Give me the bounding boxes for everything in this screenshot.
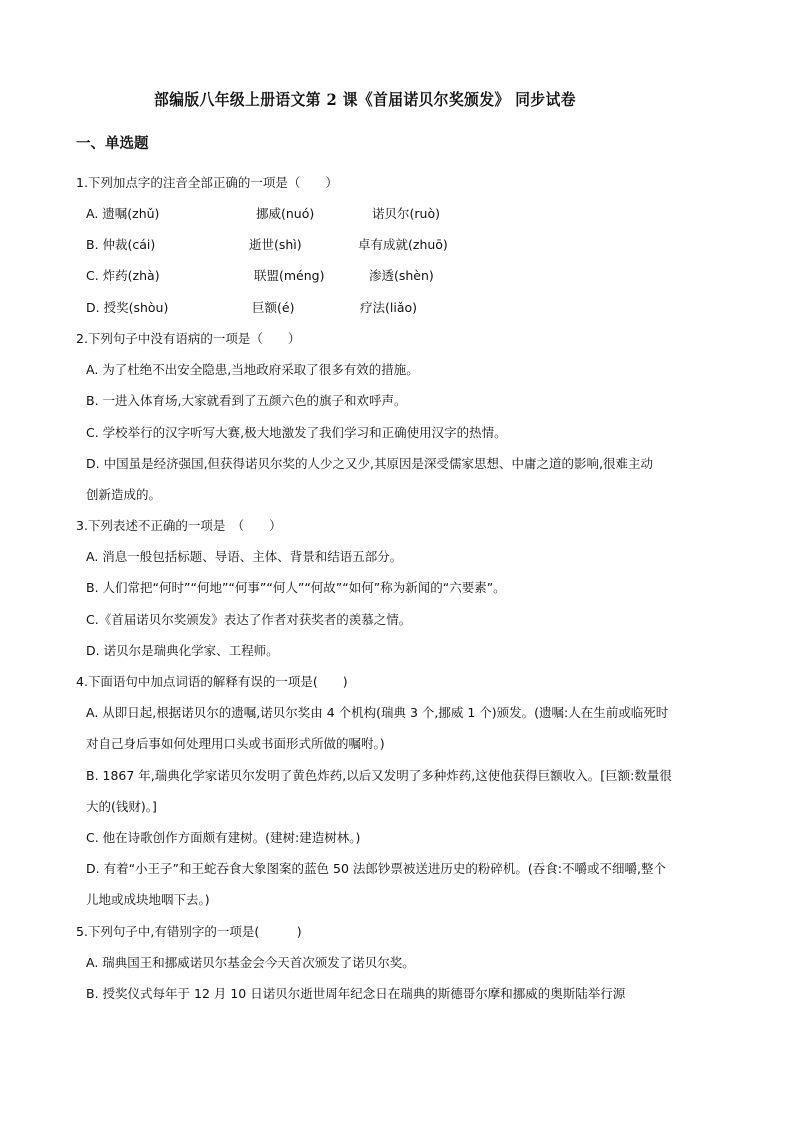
page-title: 部编版八年级上册语文第 2 课《首届诺贝尔奖颁发》 同步试卷 [154, 90, 576, 109]
question-2-option-d-line-1: D. 中国虽是经济强国,但获得诺贝尔奖的人少之又少,其原因是深受儒家思想、中庸之道的影响,很难主动 [86, 456, 653, 471]
question-2-stem: 2.下列句子中没有语病的一项是（ ） [76, 331, 301, 346]
question-4-option-d-line-1: D. 有着“小王子”和王蛇吞食大象图案的蓝色 50 法郎钞票被送进历史的粉碎机。(吞食:不嚼或不细嚼,整个 [86, 861, 666, 876]
question-5-stem: 5.下列句子中,有错别字的一项是( ) [76, 924, 302, 939]
question-2-option-d-line-2: 创新造成的。 [86, 487, 162, 502]
question-1-option-b-1: B. 仲裁(cái) [86, 237, 156, 252]
question-4-option-c: C. 他在诗歌创作方面颇有建树。(建树:建造树林。) [86, 830, 361, 845]
question-4-option-d-line-2: 儿地或成块地咽下去。) [86, 892, 210, 907]
question-1-option-c-3: 渗透(shèn) [369, 268, 434, 283]
question-4-option-b-line-2: 大的(钱财)。] [86, 799, 157, 814]
question-1-option-c-2: 联盟(méng) [254, 268, 325, 283]
question-3-option-b: B. 人们常把“何时”“何地”“何事”“何人”“何故”“如何”称为新闻的“六要素”。 [86, 580, 506, 595]
question-3-option-d: D. 诺贝尔是瑞典化学家、工程师。 [86, 643, 279, 658]
question-5-option-a: A. 瑞典国王和挪威诺贝尔基金会今天首次颁发了诺贝尔奖。 [86, 955, 415, 970]
question-4-option-a-line-1: A. 从即日起,根据诺贝尔的遗嘱,诺贝尔奖由 4 个机构(瑞典 3 个,挪威 1 个)颁发。(遗嘱:人在生前或临死时 [86, 705, 669, 720]
question-1-option-a-2: 挪威(nuó) [256, 206, 315, 221]
question-2-option-a: A. 为了杜绝不出安全隐患,当地政府采取了很多有效的措施。 [86, 362, 419, 377]
question-4-stem: 4.下面语句中加点词语的解释有误的一项是( ) [76, 674, 348, 689]
question-1-option-a-3: 诺贝尔(ruò) [372, 206, 440, 221]
question-3-option-a: A. 消息一般包括标题、导语、主体、背景和结语五部分。 [86, 549, 403, 564]
question-2-option-c: C. 学校举行的汉字听写大赛,极大地激发了我们学习和正确使用汉字的热情。 [86, 425, 507, 440]
question-3-stem: 3.下列表述不正确的一项是 （ ） [76, 518, 282, 533]
question-1-option-c-1: C. 炸药(zhà) [86, 268, 160, 283]
question-1-option-a-1: A. 遗嘱(zhǔ) [86, 206, 160, 221]
question-1-option-d-3: 疗法(liǎo) [360, 300, 418, 315]
question-1-option-d-1: D. 授奖(shòu) [86, 300, 169, 315]
question-5-option-b: B. 授奖仪式每年于 12 月 10 日诺贝尔逝世周年纪念日在瑞典的斯德哥尔摩和挪威的奥斯陆举行源 [86, 986, 626, 1001]
question-4-option-a-line-2: 对自己身后事如何处理用口头或书面形式所做的嘱咐。) [86, 736, 385, 751]
question-1-option-b-2: 逝世(shì) [249, 237, 302, 252]
question-3-option-c: C.《首届诺贝尔奖颁发》表达了作者对获奖者的羡慕之情。 [86, 612, 412, 627]
question-1-stem: 1.下列加点字的注音全部正确的一项是（ ） [76, 175, 338, 190]
question-4-option-b-line-1: B. 1867 年,瑞典化学家诺贝尔发明了黄色炸药,以后又发明了多种炸药,这使他获得巨额收入。[巨额:数量很 [86, 768, 672, 783]
question-2-option-b: B. 一进入体育场,大家就看到了五颜六色的旗子和欢呼声。 [86, 393, 407, 408]
question-1-option-d-2: 巨额(é) [252, 300, 295, 315]
question-1-option-b-3: 卓有成就(zhuō) [358, 237, 448, 252]
section-heading: 一、单选题 [76, 136, 149, 152]
